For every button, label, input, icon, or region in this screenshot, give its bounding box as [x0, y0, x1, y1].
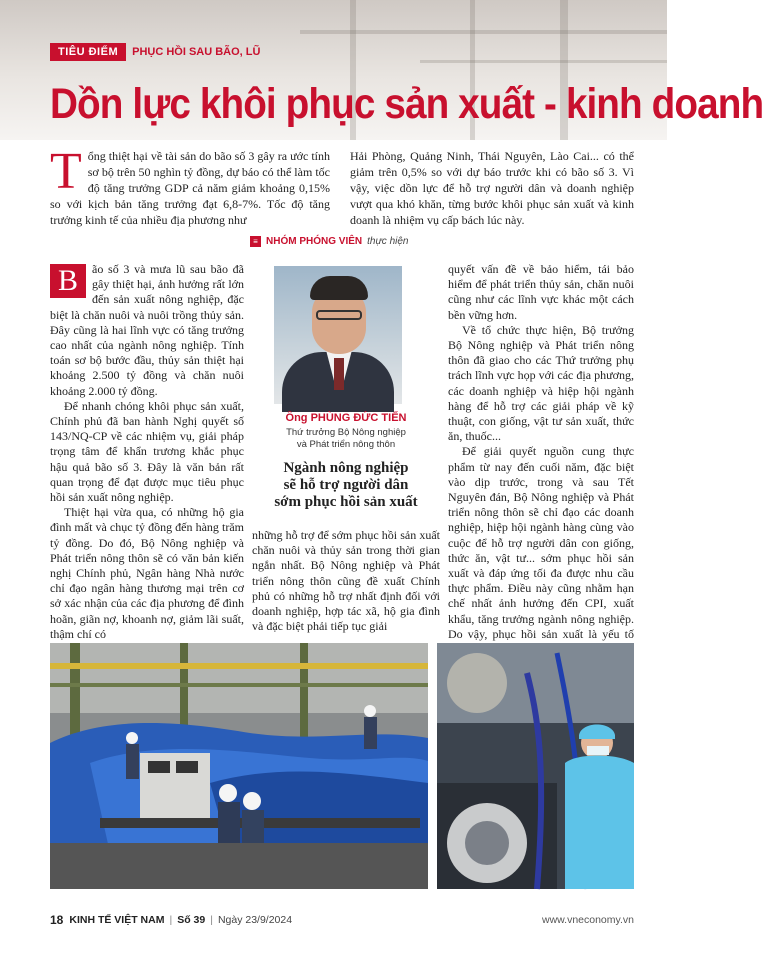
paragraph: Để giải quyết nguồn cung thực phẩm từ nay đến cuối năm, đặc biệt vào dịp trước, trong và sau Tết Nguyên đán, Bộ Nông nghiệp và Phát triển nông thôn sẽ chỉ đạo các doanh nghiệp, hiệp hội ngành hàng cùng vào cuộc để hỗ trợ người dân con giống, thức ăn, vật tư... sớm phục hồi sản xuất và đáp ứng tối đa được nhu cầu thực phẩm. Điều này cũng nhằm hạn chế nhất ảnh hưởng đến CPI, xuất khẩu, tăng trưởng ngành nông nghiệp. Do vậy, phục hồi sản xuất là yếu tố [448, 444, 634, 641]
worker-production-photo [437, 643, 634, 889]
paragraph-text: ão số 3 và mưa lũ sau bão đã gây thiệt hại, ảnh hưởng rất lớn đến sản xuất nông nghiệp, đặc biệt là chăn nuôi và nuôi trồng thủy sản. Đây cũng là hai lĩnh vực có tăng trưởng cao nhất của ngành nông nghiệp. Tính toán sơ bộ bước đầu, thủy sản thiệt hại khoảng 2.500 tỷ đồng và chăn nuôi khoảng 2.000 tỷ đồng. [50, 262, 244, 398]
website-link[interactable]: www.vneconomy.vn [541, 914, 634, 926]
paragraph: quyết vấn đề về bảo hiểm, tái bảo hiểm để phát triển thủy sản, chăn nuôi cũng như các lĩnh vực khác một cách bền vững hơn. [448, 262, 634, 322]
interviewee-name: Ông PHÙNG ĐỨC TIẾN [285, 412, 407, 424]
paragraph: Thiệt hại vừa qua, có những hộ gia đình mất và chục tỷ đồng đến hàng trăm tỷ đồng. Do đó, Bộ Nông nghiệp và Phát triển nông thôn sẽ có văn bản kiến nghị Chính phủ, Ngân hàng Nhà nước chỉ đạo ngân hàng thương mại trên cơ sở xác nhận của các địa phương để đình hoãn, giãn nợ, khoanh nợ, giảm lãi suất, thậm chí có [50, 505, 244, 641]
interviewee-title-line-1: Thứ trưởng Bộ Nông nghiệp [286, 427, 406, 438]
factory-workers-photo [50, 643, 428, 889]
paragraph [50, 262, 244, 399]
body-dropcap: B [50, 264, 86, 298]
footer-separator: | [169, 914, 173, 926]
section-tag [50, 42, 260, 62]
lead-column-2 [350, 148, 634, 228]
section-label: TIÊU ĐIỂM [50, 43, 126, 61]
interviewee-title-line-2: và Phát triển nông thôn [296, 439, 396, 450]
lead-text-2: Hải Phòng, Quảng Ninh, Thái Nguyên, Lào Cai... có thể giảm trên 0,5% so với dự báo trước khi có bão số 3. Vì vậy, việc dồn lực để hỗ trợ người dân và doanh nghiệp vượt qua khó khăn, từng bước khôi phục sản xuất và kinh doanh là nhiệm vụ cấp bách lúc này. [350, 149, 634, 227]
page-footer [50, 912, 634, 928]
paragraph: những hỗ trợ để sớm phục hồi sản xuất chăn nuôi và thủy sản trong thời gian ngắn nhất. Bộ Nông nghiệp và Phát triển nông thôn cũng đề xuất Chính phủ có những hỗ trợ nhất định đối với doanh nghiệp, hợp tác xã, hộ gia đình và đặc biệt phải tiếp tục giải [252, 528, 440, 634]
footer-separator: | [210, 914, 213, 926]
body-column-3 [448, 262, 634, 672]
interviewee-portrait [274, 266, 402, 404]
byline-role: thực hiện [367, 235, 409, 247]
byline-icon: ≡ [250, 236, 261, 247]
byline [250, 234, 409, 248]
issue-date: Ngày 23/9/2024 [217, 914, 293, 926]
pull-quote-line-1: Ngành nông nghiệp [283, 460, 409, 476]
paragraph: Về tổ chức thực hiện, Bộ trưởng Bộ Nông nghiệp và Phát triển nông thôn đã giao cho các Thứ trưởng phụ trách lĩnh vực họp với các địa phương, các doanh nghiệp và hiệp hội ngành hàng để hỗ trợ các giải pháp về kỹ thuật, con giống, vật tư sản xuất, thức ăn, thuốc... [448, 322, 634, 444]
pull-quote-line-2: sẽ hỗ trợ người dân [283, 477, 409, 493]
lead-column-1 [50, 143, 330, 228]
issue-number: Số 39 [177, 914, 206, 926]
byline-name: NHÓM PHÓNG VIÊN [266, 235, 363, 247]
section-topic: PHỤC HỒI SAU BÃO, LŨ [132, 46, 261, 58]
lead-text-1: ổng thiệt hại về tài sản do bão số 3 gây ra ước tính sơ bộ trên 50 nghìn tỷ đồng, dự báo có thể làm tốc độ tăng trưởng GDP cả năm giảm khoảng 0,15% so với kịch bản tăng trưởng đạt 6,8-7%. Tốc độ tăng trưởng kinh tế của nhiều địa phương như [50, 149, 330, 227]
magazine-name: KINH TẾ VIỆT NAM [69, 914, 165, 926]
pull-quote-line-3: sớm phục hồi sản xuất [274, 494, 418, 510]
body-column-1 [50, 262, 244, 642]
page-number: 18 [50, 913, 64, 927]
paragraph: Để nhanh chóng khôi phục sản xuất, Chính phủ đã ban hành Nghị quyết số 143/NQ-CP về các nhiệm vụ, giải pháp trọng tâm để khẩn trương khắc phục hậu quả bão số 3. Đây là văn bản rất quan trọng để đạt được mục tiêu phục hồi sản xuất nông nghiệp. [50, 398, 244, 505]
body-column-2 [252, 528, 440, 634]
lead-dropcap: T [50, 143, 82, 200]
article-headline: Dồn lực khôi phục sản xuất - kinh doanh [50, 80, 763, 128]
